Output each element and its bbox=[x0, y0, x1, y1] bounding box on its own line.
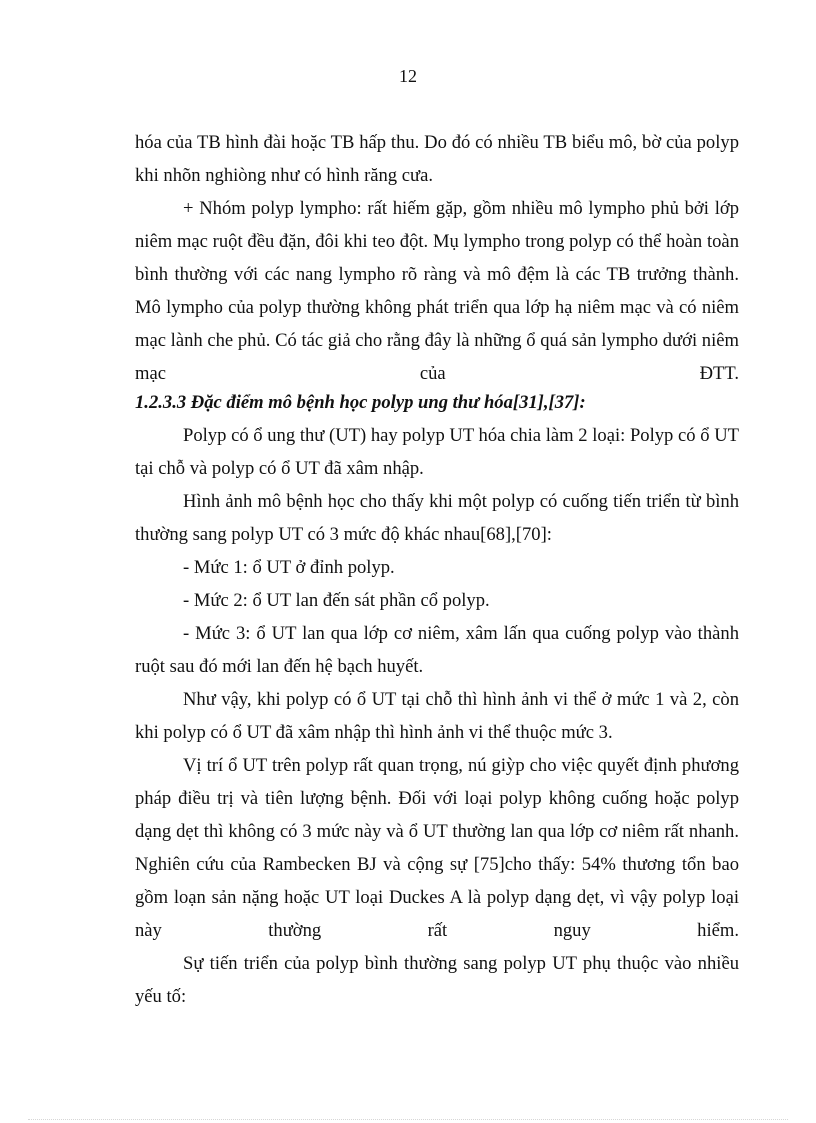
page-bottom-divider bbox=[28, 1119, 788, 1120]
paragraph-progression: Sự tiến triển của polyp bình thường sang polyp UT phụ thuộc vào nhiều yếu tố: bbox=[135, 953, 739, 1007]
paragraph-lymphoid-polyp: + Nhóm polyp lympho: rất hiếm gặp, gồm nhiều mô lympho phủ bởi lớp niêm mạc ruột đều đặn, đôi khi teo đột. Mụ lympho trong polyp có thể hoàn toàn bình thường với các nang lympho rõ ràng và mô đệm là các TB trưởng thành. Mô lympho của polyp thường không phát triển qua lớp hạ niêm mạc và có niêm mạc lành che phủ. Có tác giả cho rằng đây là những ổ quá sản lympho dưới niêm mạc của ĐTT. bbox=[135, 198, 739, 384]
paragraph-cancer-types: Polyp có ổ ung thư (UT) hay polyp UT hóa chia làm 2 loại: Polyp có ổ UT tại chỗ và polyp có ổ UT đã xâm nhập. bbox=[135, 425, 739, 479]
list-item-level-1: - Mức 1: ổ UT ở đỉnh polyp. bbox=[183, 557, 395, 578]
page-number: 12 bbox=[399, 66, 417, 86]
section-heading: 1.2.3.3 Đặc điểm mô bệnh học polyp ung thư hóa[31],[37]: bbox=[135, 392, 586, 413]
paragraph-location: Vị trí ổ UT trên polyp rất quan trọng, nú giỳp cho việc quyết định phương pháp điều trị và tiên lượng bệnh. Đối với loại polyp không cuống hoặc polyp dạng dẹt thì không có 3 mức này và ổ UT thường lan qua lớp cơ niêm rất nhanh. Nghiên cứu của Rambecken BJ và cộng sự [75]cho thấy: 54% thương tổn bao gồm loạn sản nặng hoặc UT loại Duckes A là polyp dạng dẹt, vì vậy polyp loại này thường rất nguy hiểm. bbox=[135, 755, 739, 941]
list-item-level-3: - Mức 3: ổ UT lan qua lớp cơ niêm, xâm lấn qua cuống polyp vào thành ruột sau đó mới lan đến hệ bạch huyết. bbox=[135, 623, 739, 677]
paragraph-summary: Như vậy, khi polyp có ổ UT tại chỗ thì hình ảnh vi thể ở mức 1 và 2, còn khi polyp có ổ UT đã xâm nhập thì hình ảnh vi thể thuộc mức 3. bbox=[135, 689, 739, 743]
list-item-level-2: - Mức 2: ổ UT lan đến sát phần cổ polyp. bbox=[183, 590, 490, 611]
document-body bbox=[135, 126, 739, 1013]
paragraph-continuation: hóa của TB hình đài hoặc TB hấp thu. Do đó có nhiều TB biểu mô, bờ của polyp khi nhõn nghiòng như có hình răng cưa. bbox=[135, 132, 739, 186]
paragraph-histology-levels: Hình ảnh mô bệnh học cho thấy khi một polyp có cuống tiến triển từ bình thường sang polyp UT có 3 mức độ khác nhau[68],[70]: bbox=[135, 491, 739, 545]
